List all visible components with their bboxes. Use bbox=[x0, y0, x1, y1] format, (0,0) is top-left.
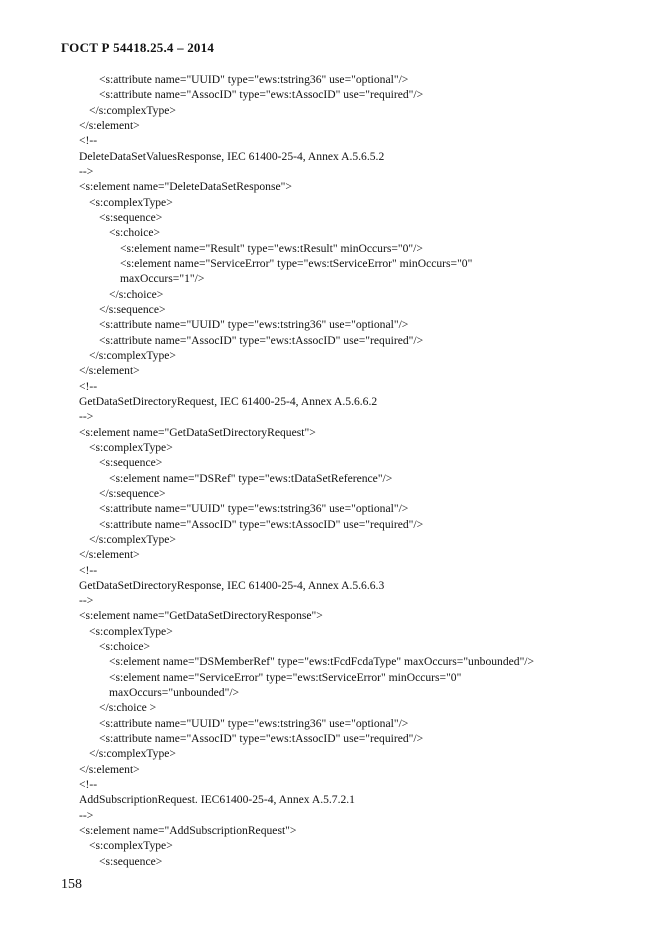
code-line: </s:complexType> bbox=[89, 532, 176, 546]
code-line: <s:attribute name="UUID" type="ews:tstring36" use="optional"/> bbox=[99, 318, 409, 332]
code-line: <s:attribute name="UUID" type="ews:tstring36" use="optional"/> bbox=[99, 716, 409, 730]
code-line: <s:element name="GetDataSetDirectoryRequest"> bbox=[79, 425, 316, 439]
code-line: --> bbox=[79, 808, 94, 822]
code-line: <s:complexType> bbox=[89, 624, 173, 638]
code-line: <s:sequence> bbox=[99, 210, 163, 224]
code-line: <s:attribute name="AssocID" type="ews:tAssocID" use="required"/> bbox=[99, 732, 424, 746]
code-line: <s:choice> bbox=[109, 226, 161, 240]
code-line: </s:sequence> bbox=[99, 302, 166, 316]
code-line: GetDataSetDirectoryRequest, IEC 61400-25-4, Annex A.5.6.6.2 bbox=[79, 394, 378, 408]
code-line: </s:element> bbox=[79, 118, 140, 132]
code-line: </s:element> bbox=[79, 762, 140, 776]
page-number: 158 bbox=[61, 877, 82, 892]
code-line: </s:choice > bbox=[99, 701, 157, 715]
code-line: <s:sequence> bbox=[99, 854, 163, 868]
code-line: <s:complexType> bbox=[89, 839, 173, 853]
code-line: <!-- bbox=[79, 778, 98, 792]
code-line: AddSubscriptionRequest. IEC61400-25-4, Annex A.5.7.2.1 bbox=[79, 793, 355, 807]
code-line: <!-- bbox=[79, 563, 98, 577]
code-line: </s:element> bbox=[79, 548, 140, 562]
code-line: <s:element name="DSMemberRef" type="ews:tFcdFcdaType" maxOccurs="unbounded"/> bbox=[109, 655, 535, 669]
code-line: <s:sequence> bbox=[99, 456, 163, 470]
code-line: <s:element name="GetDataSetDirectoryResponse"> bbox=[79, 609, 323, 623]
xml-code-block bbox=[79, 72, 639, 869]
code-line: DeleteDataSetValuesResponse, IEC 61400-25-4, Annex A.5.6.5.2 bbox=[79, 149, 385, 163]
code-line: </s:sequence> bbox=[99, 486, 166, 500]
code-line: <s:element name="AddSubscriptionRequest"> bbox=[79, 824, 297, 838]
code-line: <s:attribute name="AssocID" type="ews:tAssocID" use="required"/> bbox=[99, 88, 424, 102]
code-line: <s:attribute name="UUID" type="ews:tstring36" use="optional"/> bbox=[99, 502, 409, 516]
code-line: </s:complexType> bbox=[89, 103, 176, 117]
code-line: <!-- bbox=[79, 134, 98, 148]
code-line: </s:choice> bbox=[109, 287, 164, 301]
code-line: GetDataSetDirectoryResponse, IEC 61400-25-4, Annex A.5.6.6.3 bbox=[79, 578, 385, 592]
code-line: <s:element name="ServiceError" type="ews:tServiceError" minOccurs="0" bbox=[109, 670, 462, 684]
code-line: </s:complexType> bbox=[89, 747, 176, 761]
code-line: <s:complexType> bbox=[89, 440, 173, 454]
code-line: <s:attribute name="UUID" type="ews:tstring36" use="optional"/> bbox=[99, 73, 409, 86]
code-line: <s:choice> bbox=[99, 640, 151, 654]
code-line: maxOccurs="unbounded"/> bbox=[109, 686, 240, 700]
code-line: --> bbox=[79, 410, 94, 424]
code-line: </s:element> bbox=[79, 364, 140, 378]
code-line: <!-- bbox=[79, 379, 98, 393]
code-line: <s:element name="DeleteDataSetResponse"> bbox=[79, 180, 292, 194]
code-line: </s:complexType> bbox=[89, 348, 176, 362]
code-line: maxOccurs="1"/> bbox=[120, 272, 205, 286]
code-line: <s:element name="DSRef" type="ews:tDataSetReference"/> bbox=[109, 471, 393, 485]
code-line: <s:complexType> bbox=[89, 195, 173, 209]
code-line: --> bbox=[79, 594, 94, 608]
code-line: --> bbox=[79, 164, 94, 178]
code-line: <s:element name="ServiceError" type="ews:tServiceError" minOccurs="0" bbox=[120, 256, 473, 270]
code-line: <s:element name="Result" type="ews:tResult" minOccurs="0"/> bbox=[120, 241, 423, 255]
code-line: <s:attribute name="AssocID" type="ews:tAssocID" use="required"/> bbox=[99, 517, 424, 531]
document-header: ГОСТ Р 54418.25.4 – 2014 bbox=[61, 40, 215, 55]
code-line: <s:attribute name="AssocID" type="ews:tAssocID" use="required"/> bbox=[99, 333, 424, 347]
